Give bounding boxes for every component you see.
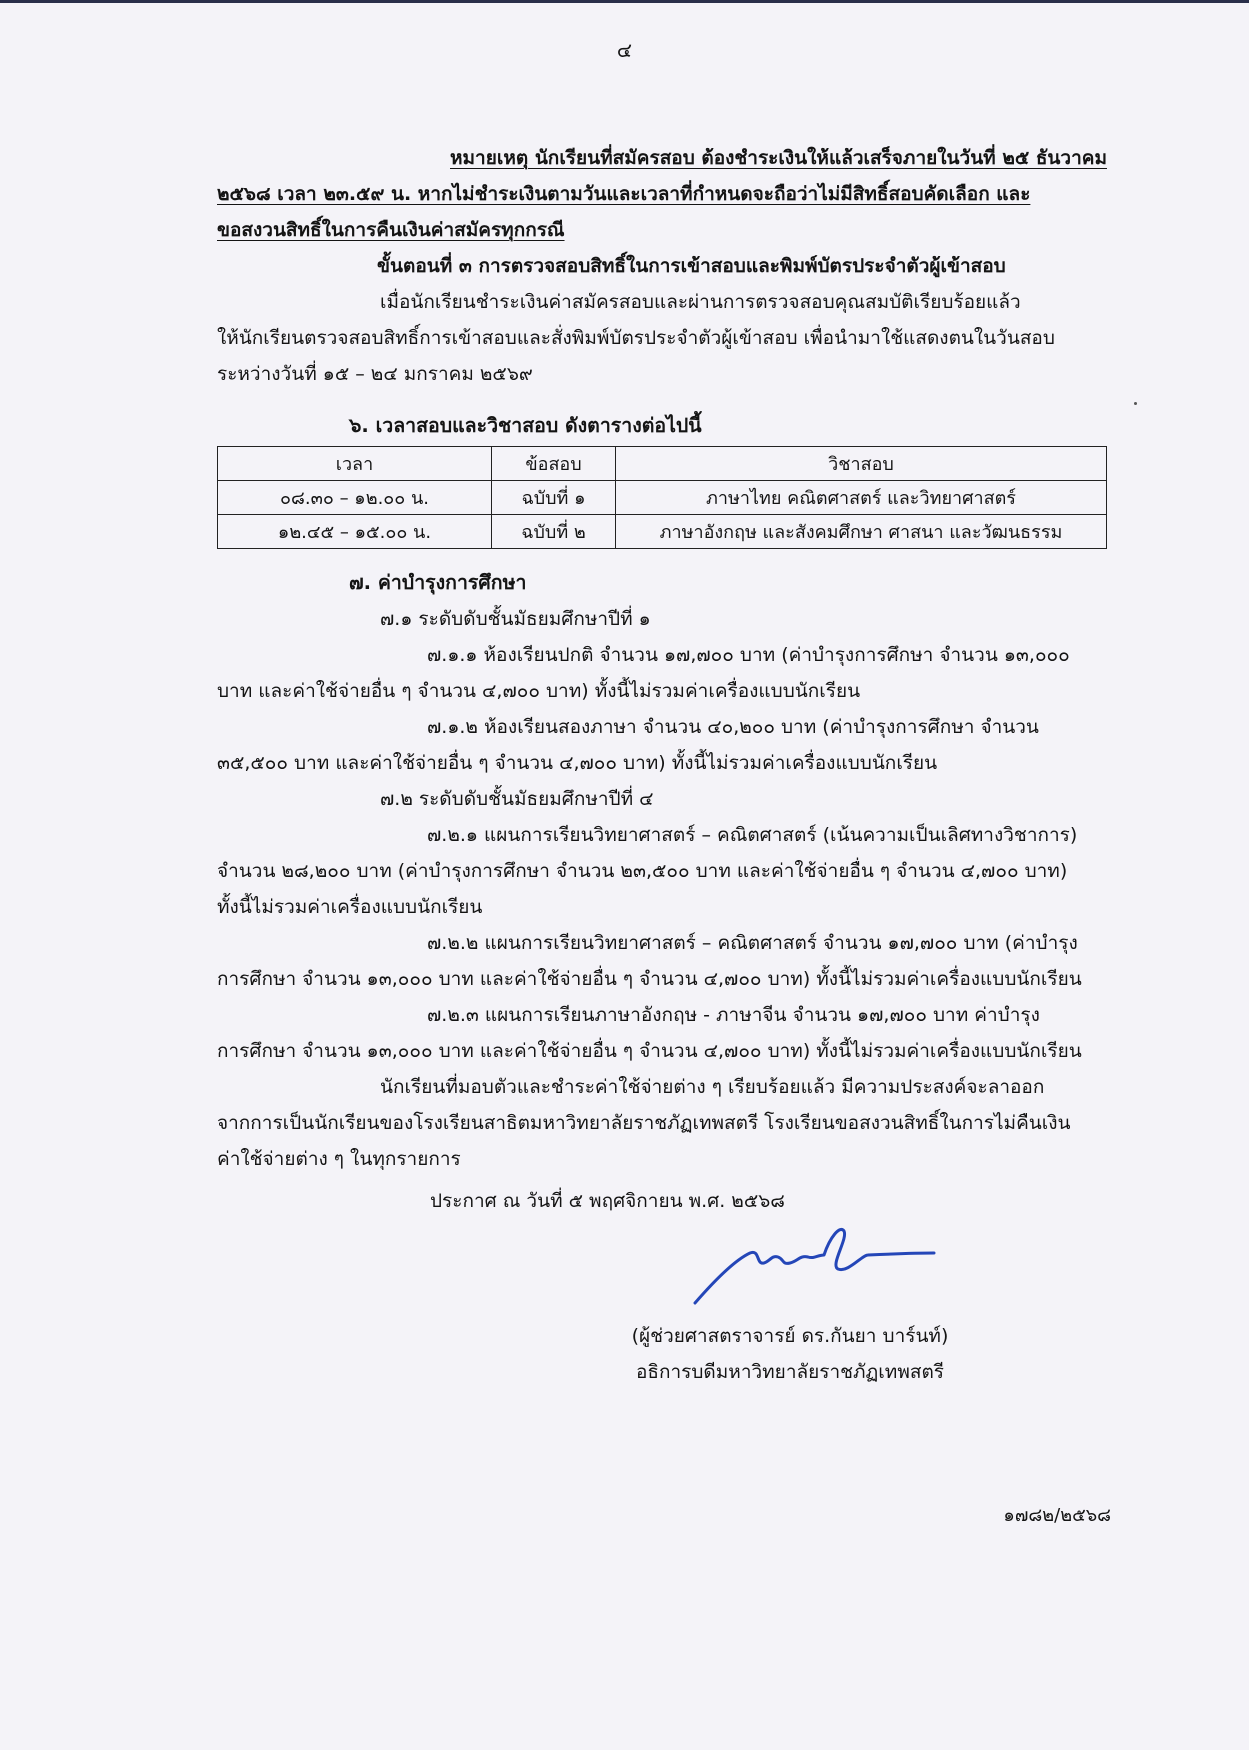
step3-line-3: ระหว่างวันที่ ๑๕ – ๒๔ มกราคม ๒๕๖๙ bbox=[217, 363, 533, 385]
refund-line-3: ค่าใช้จ่ายต่าง ๆ ในทุกรายการ bbox=[217, 1148, 461, 1170]
remark-line-2: ๒๕๖๘ เวลา ๒๓.๕๙ น. หากไม่ชำระเงินตามวันและเวลาที่กำหนดจะถือว่าไม่มีสิทธิ์สอบคัดเลือก และ bbox=[217, 183, 1031, 205]
signer-block bbox=[560, 1318, 1020, 1390]
step3-line-2: ให้นักเรียนตรวจสอบสิทธิ์การเข้าสอบและสั่งพิมพ์บัตรประจำตัวผู้เข้าสอบ เพื่อนำมาใช้แสดงตนในวันสอบ bbox=[217, 327, 1055, 349]
s711-line-2: บาท และค่าใช้จ่ายอื่น ๆ จำนวน ๔,๗๐๐ บาท) ทั้งนี้ไม่รวมค่าเครื่องแบบนักเรียน bbox=[217, 680, 861, 702]
s721-line-1: ๗.๒.๑ แผนการเรียนวิทยาศาสตร์ – คณิตศาสตร์ (เน้นความเป็นเลิศทางวิชาการ) bbox=[427, 824, 1078, 846]
header-subject: วิชาสอบ bbox=[616, 447, 1107, 481]
row1-subject: ภาษาไทย คณิตศาสตร์ และวิทยาศาสตร์ bbox=[616, 481, 1107, 515]
signer-name: (ผู้ช่วยศาสตราจารย์ ดร.กันยา บาร์นท์) bbox=[631, 1325, 949, 1347]
s712-line-1: ๗.๑.๒ ห้องเรียนสองภาษา จำนวน ๔๐,๒๐๐ บาท (ค่าบำรุงการศึกษา จำนวน bbox=[427, 716, 1039, 738]
step3-title: ขั้นตอนที่ ๓ การตรวจสอบสิทธิ์ในการเข้าสอบและพิมพ์บัตรประจำตัวผู้เข้าสอบ bbox=[377, 255, 1006, 277]
row2-subject: ภาษาอังกฤษ และสังคมศึกษา ศาสนา และวัฒนธรรม bbox=[616, 515, 1107, 549]
refund-line-2: จากการเป็นนักเรียนของโรงเรียนสาธิตมหาวิทยาลัยราชภัฏเทพสตรี โรงเรียนขอสงวนสิทธิ์ในการไม่คืนเงิน bbox=[217, 1112, 1071, 1134]
page-number: ๔ bbox=[616, 38, 633, 62]
s723-line-1: ๗.๒.๓ แผนการเรียนภาษาอังกฤษ - ภาษาจีน จำนวน ๑๗,๗๐๐ บาท ค่าบำรุง bbox=[427, 1004, 1040, 1026]
table-row bbox=[218, 481, 1107, 515]
row1-paper: ฉบับที่ ๑ bbox=[492, 481, 616, 515]
document-reference: ๑๗๘๒/๒๕๖๘ bbox=[1003, 1505, 1111, 1526]
s722-line-1: ๗.๒.๒ แผนการเรียนวิทยาศาสตร์ – คณิตศาสตร์ จำนวน ๑๗,๗๐๐ บาท (ค่าบำรุง bbox=[427, 932, 1078, 954]
row2-paper: ฉบับที่ ๒ bbox=[492, 515, 616, 549]
s712-line-2: ๓๕,๕๐๐ บาท และค่าใช้จ่ายอื่น ๆ จำนวน ๔,๗๐๐ บาท) ทั้งนี้ไม่รวมค่าเครื่องแบบนักเรียน bbox=[217, 752, 938, 774]
step3-line-1: เมื่อนักเรียนชำระเงินค่าสมัครสอบและผ่านการตรวจสอบคุณสมบัติเรียบร้อยแล้ว bbox=[380, 291, 1021, 313]
table-header-row bbox=[218, 447, 1107, 481]
section6-title: ๖. เวลาสอบและวิชาสอบ ดังตารางต่อไปนี้ bbox=[349, 414, 702, 437]
announcement-date: ประกาศ ณ วันที่ ๕ พฤศจิกายน พ.ศ. ๒๕๖๘ bbox=[430, 1190, 785, 1212]
document-body bbox=[217, 140, 1107, 1219]
s711-line-1: ๗.๑.๑ ห้องเรียนปกติ จำนวน ๑๗,๗๐๐ บาท (ค่าบำรุงการศึกษา จำนวน ๑๓,๐๐๐ bbox=[427, 644, 1070, 666]
handwritten-signature bbox=[690, 1225, 940, 1315]
refund-line-1: นักเรียนที่มอบตัวและชำระค่าใช้จ่ายต่าง ๆ เรียบร้อยแล้ว มีความประสงค์จะลาออก bbox=[380, 1076, 1045, 1098]
s723-line-2: การศึกษา จำนวน ๑๓,๐๐๐ บาท และค่าใช้จ่ายอื่น ๆ จำนวน ๔,๗๐๐ บาท) ทั้งนี้ไม่รวมค่าเครื่องแบบนักเรียน bbox=[217, 1040, 1082, 1062]
header-paper: ข้อสอบ bbox=[492, 447, 616, 481]
scan-speck bbox=[1134, 402, 1137, 405]
row2-time: ๑๒.๔๕ – ๑๕.๐๐ น. bbox=[218, 515, 492, 549]
s721-line-3: ทั้งนี้ไม่รวมค่าเครื่องแบบนักเรียน bbox=[217, 896, 483, 918]
table-row bbox=[218, 515, 1107, 549]
signer-title: อธิการบดีมหาวิทยาลัยราชภัฏเทพสตรี bbox=[635, 1361, 944, 1383]
s722-line-2: การศึกษา จำนวน ๑๓,๐๐๐ บาท และค่าใช้จ่ายอื่น ๆ จำนวน ๔,๗๐๐ บาท) ทั้งนี้ไม่รวมค่าเครื่องแบบนักเรียน bbox=[217, 968, 1082, 990]
section7-title: ๗. ค่าบำรุงการศึกษา bbox=[349, 571, 527, 594]
section71-title: ๗.๑ ระดับดับชั้นมัธยมศึกษาปีที่ ๑ bbox=[380, 608, 651, 630]
remark-line-1: หมายเหตุ นักเรียนที่สมัครสอบ ต้องชำระเงินให้แล้วเสร็จภายในวันที่ ๒๕ ธันวาคม bbox=[450, 147, 1107, 169]
header-time: เวลา bbox=[218, 447, 492, 481]
remark-line-3: ขอสงวนสิทธิ์ในการคืนเงินค่าสมัครทุกกรณี bbox=[217, 219, 565, 241]
s721-line-2: จำนวน ๒๘,๒๐๐ บาท (ค่าบำรุงการศึกษา จำนวน ๒๓,๕๐๐ บาท และค่าใช้จ่ายอื่น ๆ จำนวน ๔,๗๐๐ บาท) bbox=[217, 860, 1068, 882]
scan-top-edge bbox=[0, 0, 1249, 3]
section72-title: ๗.๒ ระดับดับชั้นมัธยมศึกษาปีที่ ๔ bbox=[380, 788, 654, 810]
row1-time: ๐๘.๓๐ – ๑๒.๐๐ น. bbox=[218, 481, 492, 515]
exam-schedule-table bbox=[217, 446, 1107, 549]
